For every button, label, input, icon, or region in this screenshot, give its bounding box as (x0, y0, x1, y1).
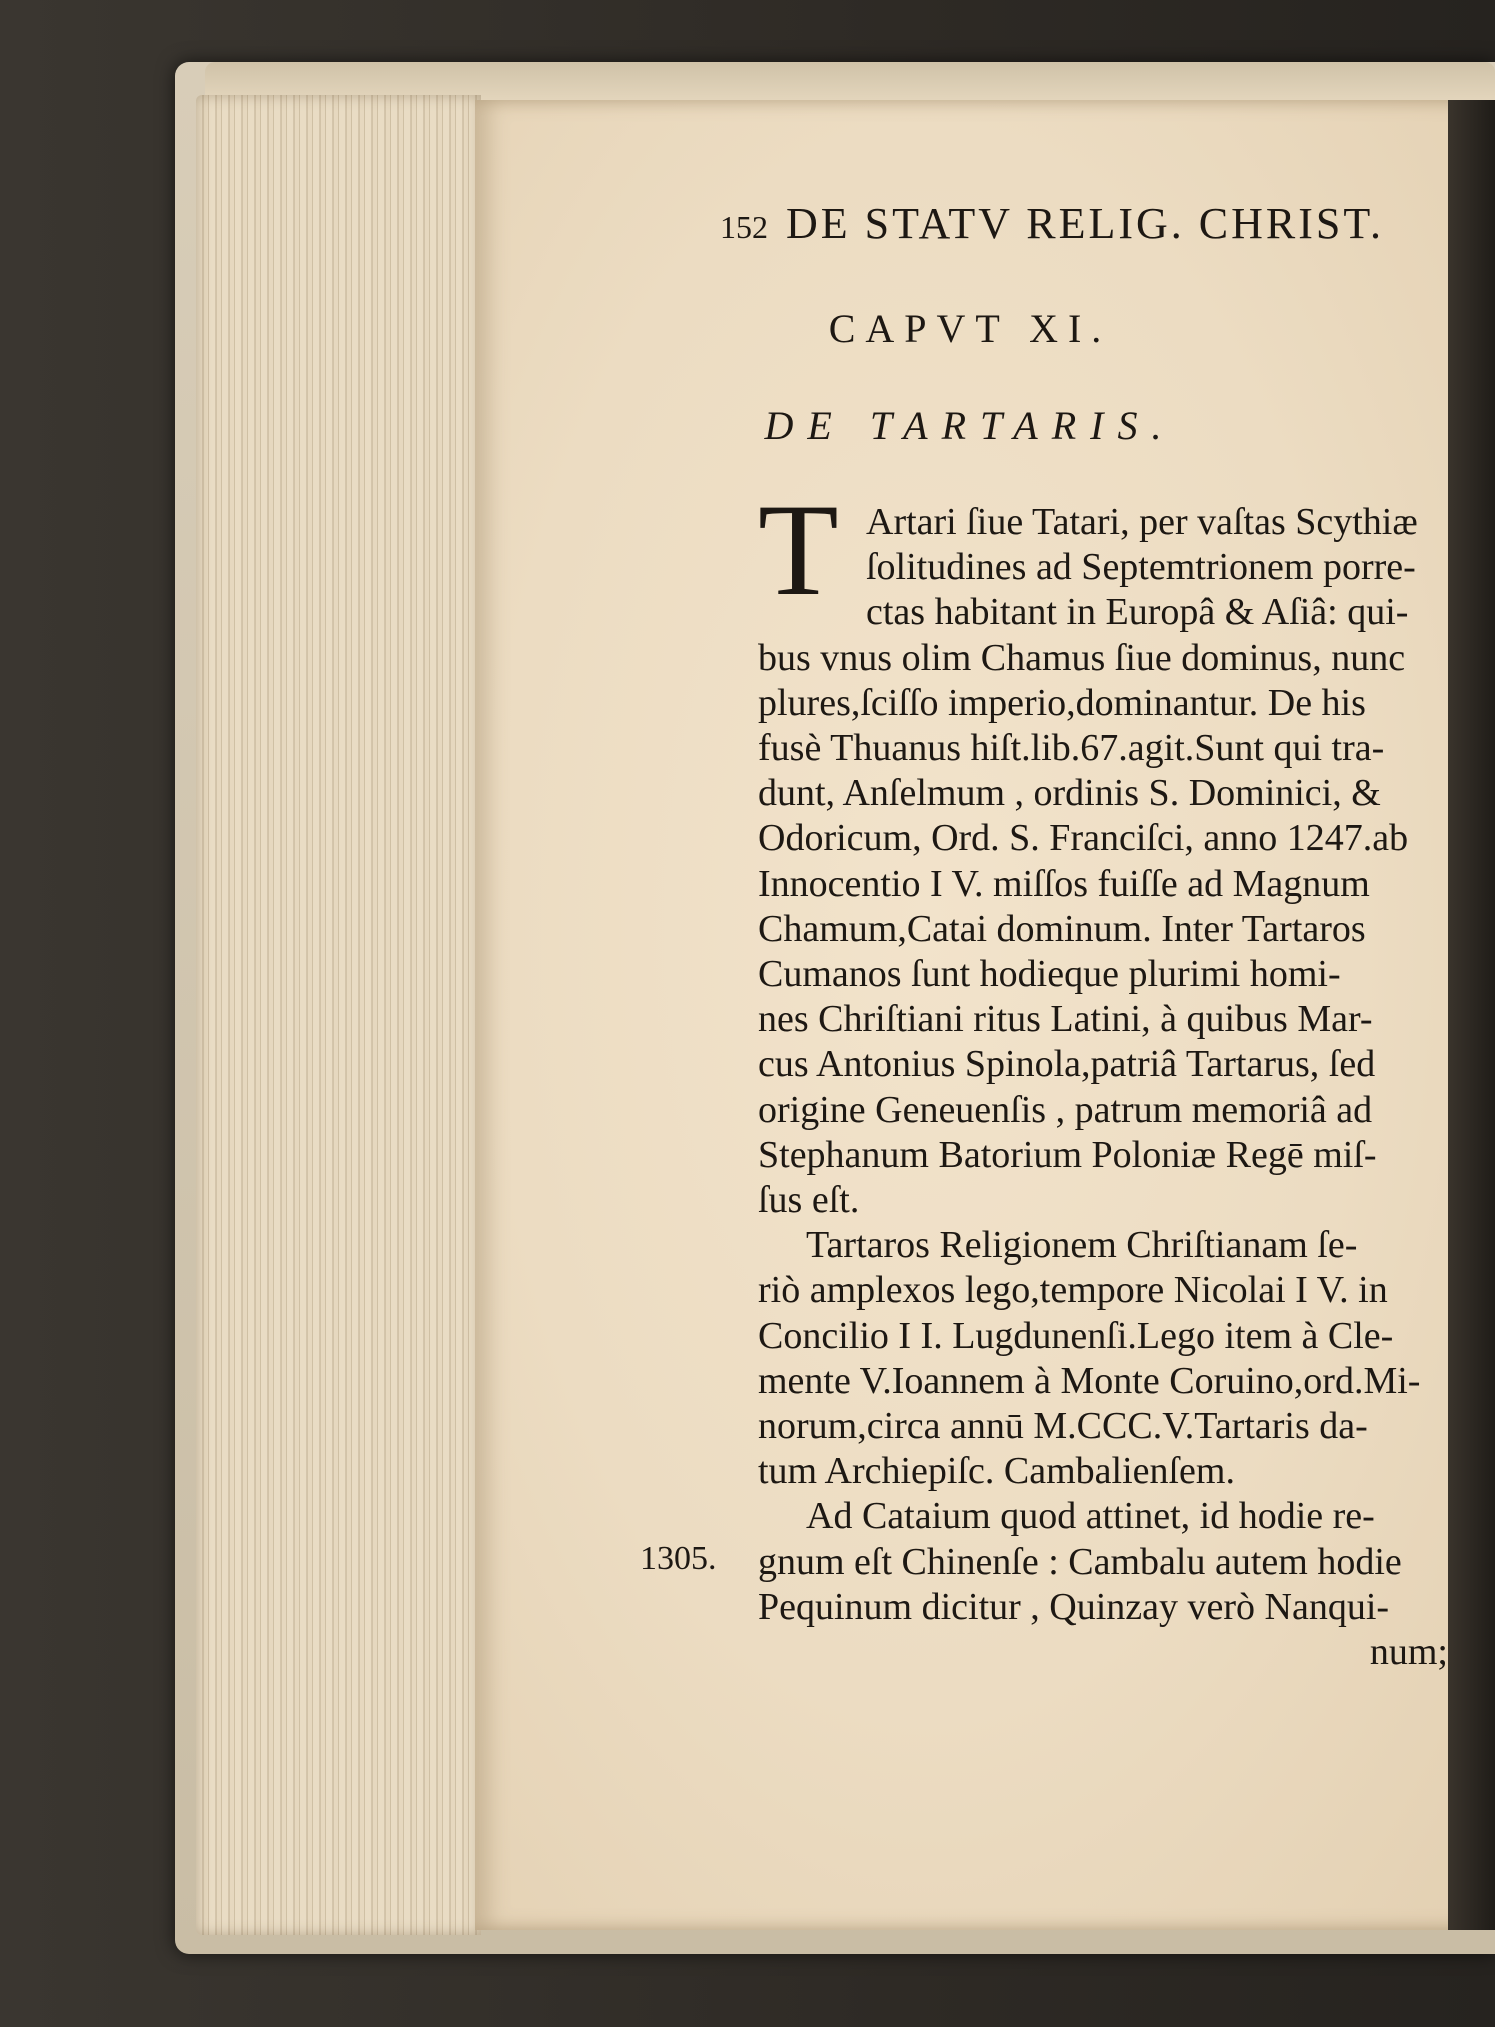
text-line: nes Chriſtiani ritus Latini, à quibus Mar- (758, 998, 1373, 1041)
text-line: Ad Cataium quod attinet, id hodie re- (806, 1495, 1375, 1538)
text-line: ſolitudines ad Septemtrionem porre- (866, 546, 1416, 589)
body-text (758, 500, 1448, 1675)
text-line: tum Archiepiſc. Cambalienſem. (758, 1450, 1235, 1493)
running-title: DE STATV RELIG. CHRIST. (786, 199, 1384, 248)
text-line: bus vnus olim Chamus ſiue dominus, nunc (758, 636, 1406, 679)
text-line: cus Antonius Spinola,patriâ Tartarus, ſed (758, 1043, 1376, 1086)
chapter-subtitle: DE TARTARIS. (764, 403, 1176, 448)
text-line: Tartaros Religionem Chriſtianam ſe- (806, 1224, 1358, 1267)
text-line: ctas habitant in Europâ & Aſiâ: qui- (866, 591, 1409, 634)
facing-page-edge (1448, 100, 1495, 1930)
page-number: 152 (720, 209, 768, 245)
catchword: num; (1369, 1631, 1448, 1674)
text-line: Innocentio I V. miſſos fuiſſe ad Magnum (758, 862, 1370, 905)
text-line: Stephanum Batorium Poloniæ Regē miſ- (758, 1133, 1377, 1176)
text-line: Chamum,Catai dominum. Inter Tartaros (758, 907, 1366, 950)
text-line: dunt, Anſelmum , ordinis S. Dominici, & (758, 772, 1381, 815)
text-line: Artari ſiue Tatari, per vaſtas Scythiæ (866, 501, 1418, 543)
page-edges (196, 95, 481, 1935)
text-line: Concilio I I. Lugdunenſi.Lego item à Cle- (758, 1314, 1394, 1357)
text-line: Cumanos ſunt hodieque plurimi homi- (758, 953, 1341, 996)
text-line: gnum eſt Chinenſe : Cambalu autem hodie (758, 1540, 1402, 1583)
text-line: Odoricum, Ord. S. Franciſci, anno 1247.ab (758, 817, 1409, 860)
text-line: fusè Thuanus hiſt.lib.67.agit.Sunt qui tra- (758, 727, 1385, 770)
text-line: Pequinum dicitur , Quinzay verò Nanqui- (758, 1585, 1390, 1628)
text-line: mente V.Ioannem à Monte Coruino,ord.Mi- (758, 1359, 1421, 1402)
drop-cap: T (758, 476, 839, 623)
margin-note: 1305. (640, 1540, 717, 1577)
running-head (720, 198, 1400, 249)
text-line: origine Geneuenſis , patrum memoriâ ad (758, 1088, 1373, 1131)
text-line: riò amplexos lego,tempore Nicolai I V. in (758, 1269, 1388, 1312)
text-line: plures,ſciſſo imperio,dominantur. De his (758, 681, 1366, 724)
chapter-heading: CAPVT XI. (828, 306, 1112, 351)
text-line: ſus eſt. (758, 1179, 860, 1222)
text-line: norum,circa annū M.CCC.V.Tartaris da- (758, 1405, 1368, 1448)
